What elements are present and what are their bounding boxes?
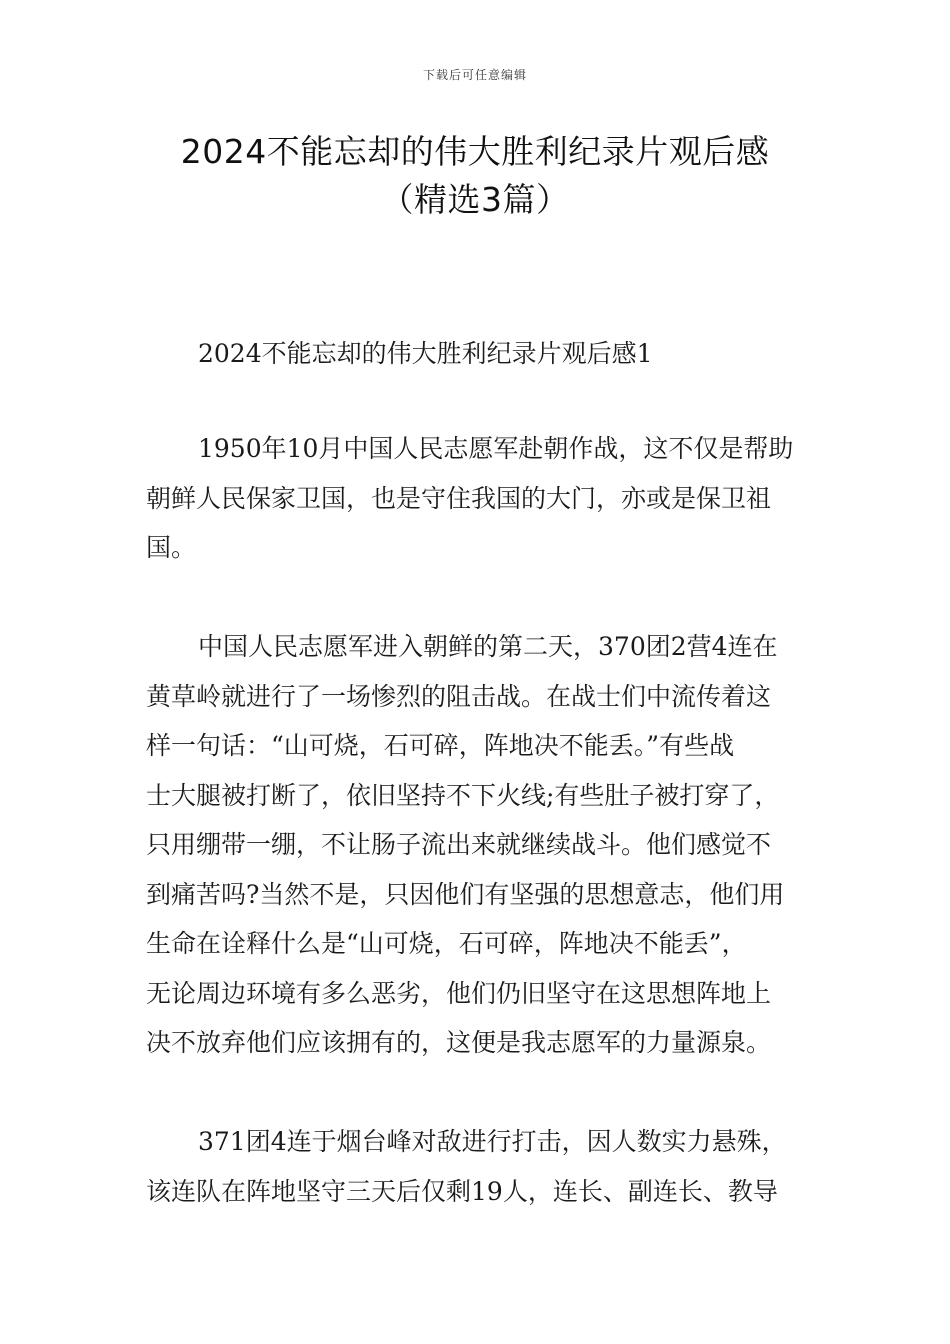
header-note: 下载后可任意编辑 (422, 68, 527, 82)
paragraph-line: 该连队在阵地坚守三天后仅剩19人，连长、副连长、教导 (146, 1176, 778, 1206)
title-line-2: （精选3篇） (380, 180, 570, 219)
paragraph-line: 中国人民志愿军进入朝鲜的第二天，370团2营4连在 (198, 632, 778, 661)
paragraph-line: 生命在诠释什么是“山可烧，石可碎，阵地决不能丢”， (146, 929, 747, 958)
paragraph-line: 黄草岭就进行了一场惨烈的阻击战。在战士们中流传着这 (146, 681, 772, 711)
paragraph-line: 样一句话：“山可烧，石可碎，阵地决不能丢。”有些战 (146, 731, 735, 760)
section-heading-text: 2024不能忘却的伟大胜利纪录片观后感1 (198, 339, 653, 368)
paragraph-line: 朝鲜人民保家卫国，也是守住我国的大门，亦或是保卫祖 (146, 483, 772, 513)
paragraph-line: 决不放弃他们应该拥有的，这便是我志愿军的力量源泉。 (146, 1028, 772, 1057)
paragraph-line: 1950年10月中国人民志愿军赴朝作战，这不仅是帮助 (198, 434, 794, 463)
paragraph-line: 只用绷带一绷，不让肠子流出来就继续战斗。他们感觉不 (146, 830, 772, 859)
paragraph-line: 到痛苦吗?当然不是，只因他们有坚强的思想意志，他们用 (146, 879, 785, 909)
paragraph-line: 国。 (146, 533, 197, 562)
paragraph-line: 士大腿被打断了，依旧坚持不下火线;有些肚子被打穿了， (146, 780, 780, 810)
section-heading (146, 329, 808, 379)
paragraph-3 (146, 1117, 808, 1216)
paragraph-2 (146, 622, 808, 1068)
paragraph-line: 371团4连于烟台峰对敌进行打击，因人数实力悬殊， (198, 1127, 787, 1156)
title-line-1: 2024不能忘却的伟大胜利纪录片观后感 (180, 132, 770, 171)
document-title (0, 128, 950, 224)
paragraph-line: 无论周边环境有多么恶劣，他们仍旧坚守在这思想阵地上 (146, 978, 772, 1008)
paragraph-1 (146, 424, 808, 573)
